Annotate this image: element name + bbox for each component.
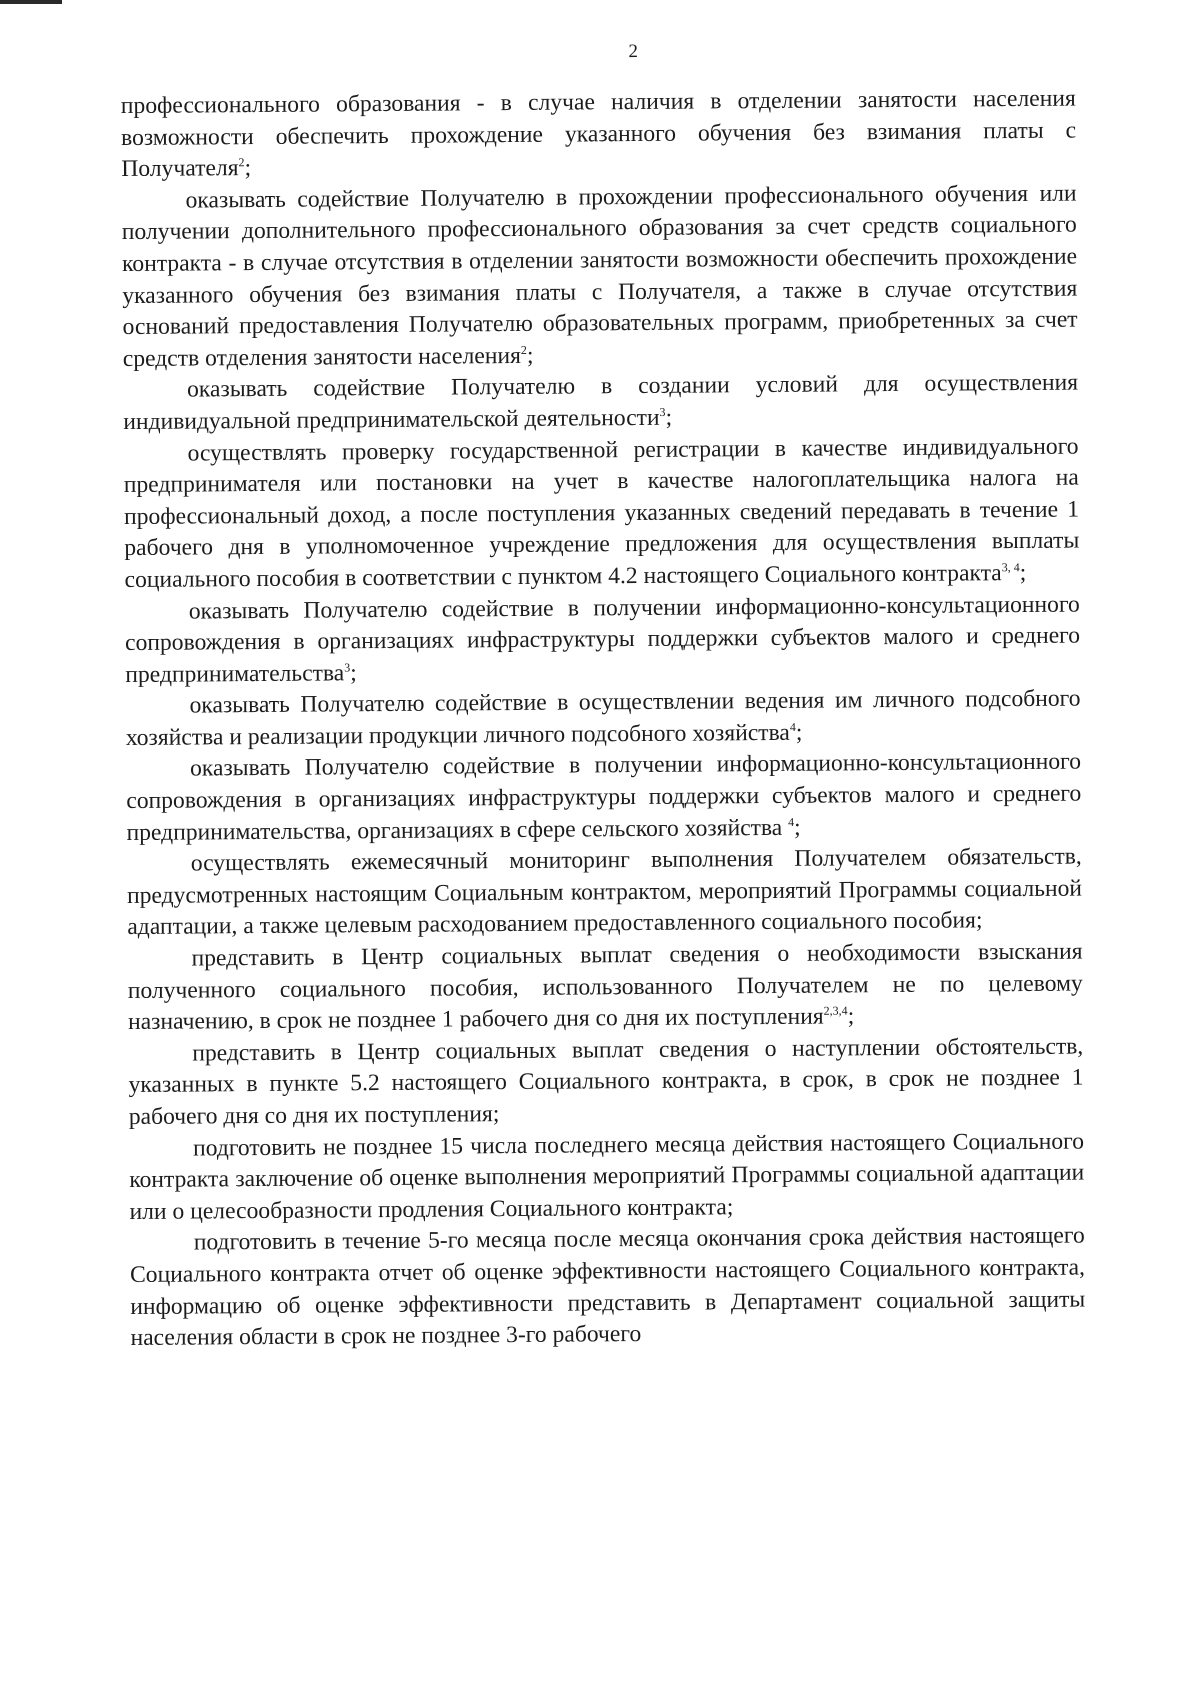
paragraph-end: ; — [847, 1003, 855, 1030]
paragraph-7 — [126, 747, 1082, 849]
footnote-ref: 4 — [788, 814, 795, 829]
paragraph-end: ; — [244, 155, 252, 182]
footnote-ref: 3 — [344, 660, 351, 675]
paragraph-9 — [127, 937, 1083, 1039]
paragraph-text: оказывать Получателю содействие в осуществлении ведения им личного подсобного хозяйства и реализации продукции личного подсобного хозяйства — [125, 685, 1081, 751]
paragraph-text: осуществлять ежемесячный мониторинг выполнения Получателем обязательств, предусмотренных настоящим Социальным контрактом, мероприятий Программы социальной адаптации, а также целевым расходованием предоставленного социального пособия; — [126, 843, 1083, 941]
paragraph-end: ; — [795, 719, 803, 746]
paragraph-12 — [130, 1221, 1086, 1355]
paragraph-end: ; — [526, 342, 534, 369]
paragraph-text: представить в Центр социальных выплат сведения о наступлении обстоятельств, указанных в пункте 5.2 настоящего Социального контракта, в срок, в срок не позднее 1 рабочего дня со дня их поступления; — [128, 1033, 1084, 1131]
paragraph-text: осуществлять проверку государственной регистрации в качестве индивидуального предпринимателя или постановки на учет в качестве налогоплательщика налога на профессиональный доход, а после поступления указанных сведений передавать в течение 1 рабочего дня в уполномоченное учреждение предложения для осуществления выплаты социального пособия в соответствии с пунктом 4.2 настоящего Социального контракта — [123, 433, 1080, 593]
footnote-ref: 3, 4 — [1001, 560, 1020, 575]
paragraph-6 — [125, 684, 1080, 755]
paragraph-text: профессионального образования - в случае наличия в отделении занятости населения возможности обеспечить прохождение указанного обучения без взимания платы с Получателя — [120, 85, 1077, 183]
paragraph-end: ; — [350, 659, 357, 686]
paragraph-1 — [121, 84, 1077, 186]
paragraph-end: ; — [665, 404, 673, 431]
paragraph-5 — [125, 589, 1081, 691]
footnote-ref: 4 — [789, 719, 796, 734]
footnote-ref: 2 — [520, 342, 527, 357]
footnote-ref: 2 — [238, 155, 245, 170]
document-body — [121, 84, 1086, 1355]
paragraph-text: представить в Центр социальных выплат сведения о необходимости взыскания полученного социального пособия, использованного Получателем не по целевому назначению, в срок не позднее 1 рабочего дня со дня их поступления — [127, 938, 1083, 1036]
paragraph-text: оказывать Получателю содействие в получении информационно-консультационного сопровождения в организациях инфраструктуры поддержки субъектов малого и среднего предпринимательства — [124, 591, 1081, 688]
paragraph-10 — [128, 1031, 1084, 1133]
paragraph-text: оказывать Получателю содействие в получении информационно-консультационного сопровождения в организациях инфраструктуры поддержки субъектов малого и среднего предпринимательства, организациях в сфере сельского хозяйства — [126, 749, 1082, 846]
paragraph-text: подготовить в течение 5-го месяца после месяца окончания срока действия настоящего Социального контракта отчет об оценке эффективности настоящего Социального контракта, информацию об оценке эффективности представить в Департамент социальной защиты населения области в срок не позднее 3-го рабочего — [129, 1222, 1086, 1352]
paragraph-text: оказывать содействие Получателю в прохождении профессионального обучения или получении дополнительного профессионального образования за счет средств социального контракта - в случае отсутствия в отделении занятости возможности обеспечить прохождение указанного обучения без взимания платы с Получателя, а также в случае отсутствия оснований предоставления Получателю образовательных программ, приобретенных за счет средств отделения занятости населения — [121, 180, 1078, 372]
footnote-ref: 2,3,4 — [823, 1003, 848, 1018]
paragraph-2 — [121, 178, 1077, 375]
paragraph-3 — [123, 368, 1078, 439]
paragraph-8 — [127, 842, 1083, 944]
paragraph-11 — [129, 1126, 1085, 1228]
paragraph-text: подготовить не позднее 15 числа последнего месяца действия настоящего Социального контракта заключение об оценке выполнения мероприятий Программы социальной адаптации или о целесообразности продления Социального контракта; — [129, 1128, 1085, 1225]
paragraph-4 — [123, 431, 1079, 596]
paragraph-text: оказывать содействие Получателю в создании условий для осуществления индивидуальной предпринимательской деятельности — [123, 369, 1079, 435]
paragraph-end: ; — [1019, 559, 1027, 586]
paragraph-end: ; — [794, 814, 801, 841]
page-number: 2 — [628, 40, 639, 63]
footnote-ref: 3 — [659, 404, 666, 419]
